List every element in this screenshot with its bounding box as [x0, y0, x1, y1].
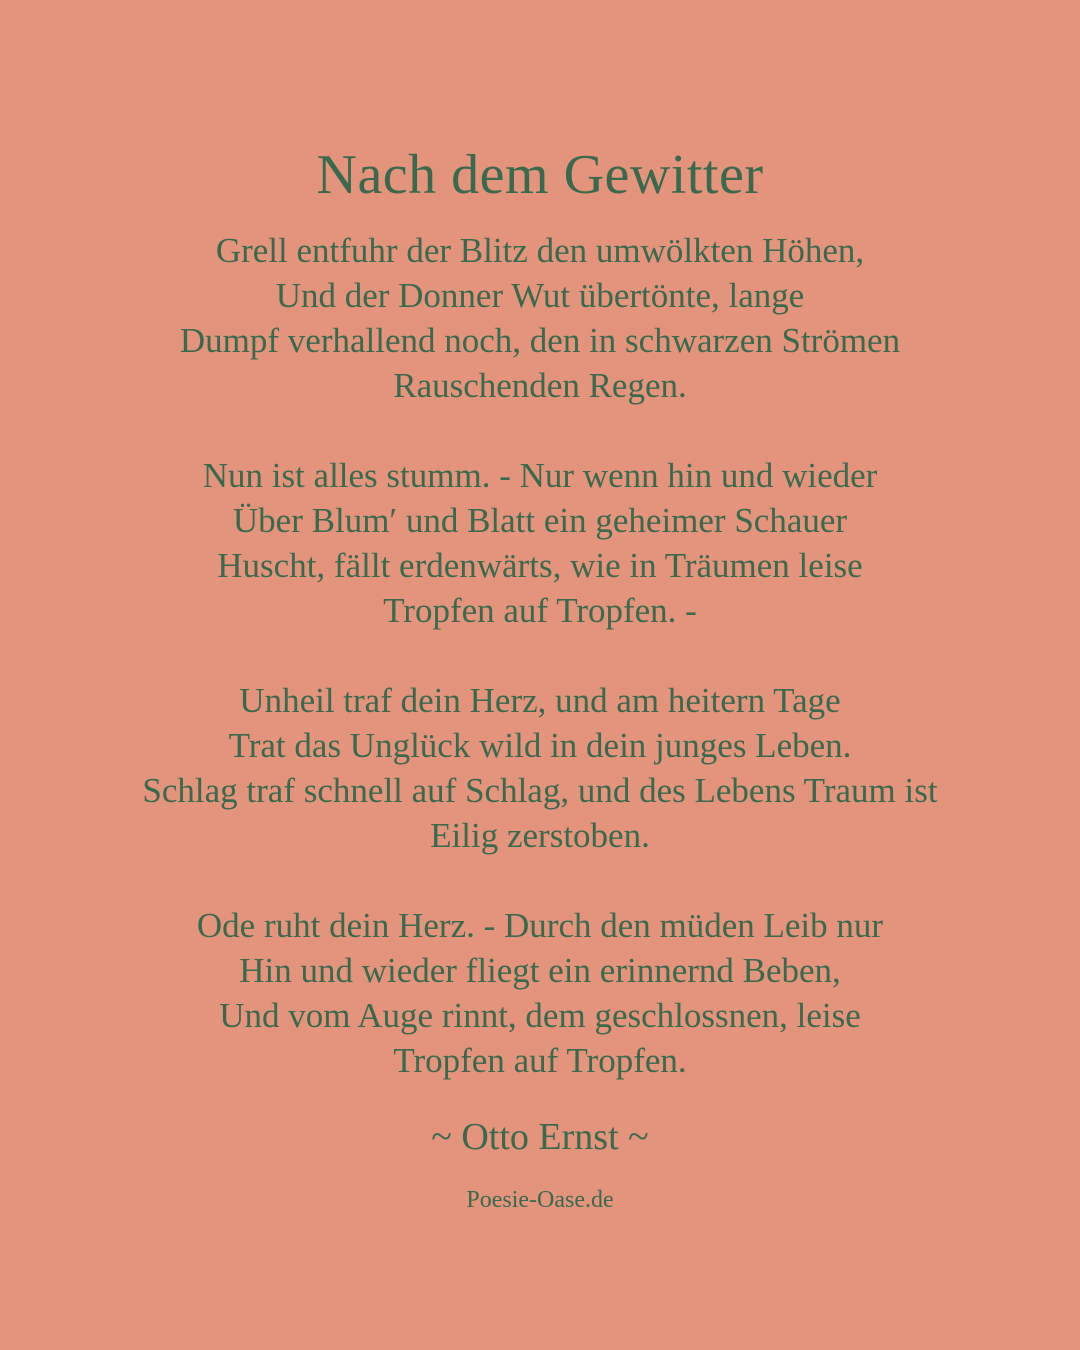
- poem-line: Rauschenden Regen.: [393, 366, 687, 405]
- stanza-2: [0, 453, 1080, 633]
- poem-line: Unheil traf dein Herz, und am heitern Tage: [239, 681, 841, 720]
- stanza-1: [0, 228, 1080, 408]
- poem-line: Schlag traf schnell auf Schlag, und des Lebens Traum ist: [142, 771, 938, 810]
- poem-line: Trat das Unglück wild in dein junges Leben.: [228, 726, 852, 765]
- poem-line: Über Blum′ und Blatt ein geheimer Schauer: [232, 501, 848, 540]
- poem-body: [0, 228, 1080, 1128]
- poem-line: Hin und wieder fliegt ein erinnernd Beben,: [239, 951, 841, 990]
- poem-line: Tropfen auf Tropfen. -: [383, 591, 697, 630]
- poem-line: Und vom Auge rinnt, dem geschlossnen, leise: [219, 996, 861, 1035]
- poem-line: Eilig zerstoben.: [430, 816, 650, 855]
- poem-line: Huscht, fällt erdenwärts, wie in Träumen leise: [217, 546, 863, 585]
- poem-author: ~ Otto Ernst ~: [431, 1116, 649, 1158]
- poem-line: Tropfen auf Tropfen.: [393, 1041, 687, 1080]
- poem-line: Und der Donner Wut übertönte, lange: [275, 276, 805, 315]
- poem-line: Ode ruht dein Herz. - Durch den müden Leib nur: [196, 906, 884, 945]
- stanza-3: [0, 678, 1080, 858]
- stanza-4: [0, 903, 1080, 1083]
- poem-line: Nun ist alles stumm. - Nur wenn hin und wieder: [202, 456, 878, 495]
- poem-title: Nach dem Gewitter: [316, 144, 764, 206]
- poem-line: Dumpf verhallend noch, den in schwarzen Strömen: [179, 321, 901, 360]
- site-credit: Poesie-Oase.de: [466, 1187, 614, 1213]
- poem-line: Grell entfuhr der Blitz den umwölkten Höhen,: [215, 231, 865, 270]
